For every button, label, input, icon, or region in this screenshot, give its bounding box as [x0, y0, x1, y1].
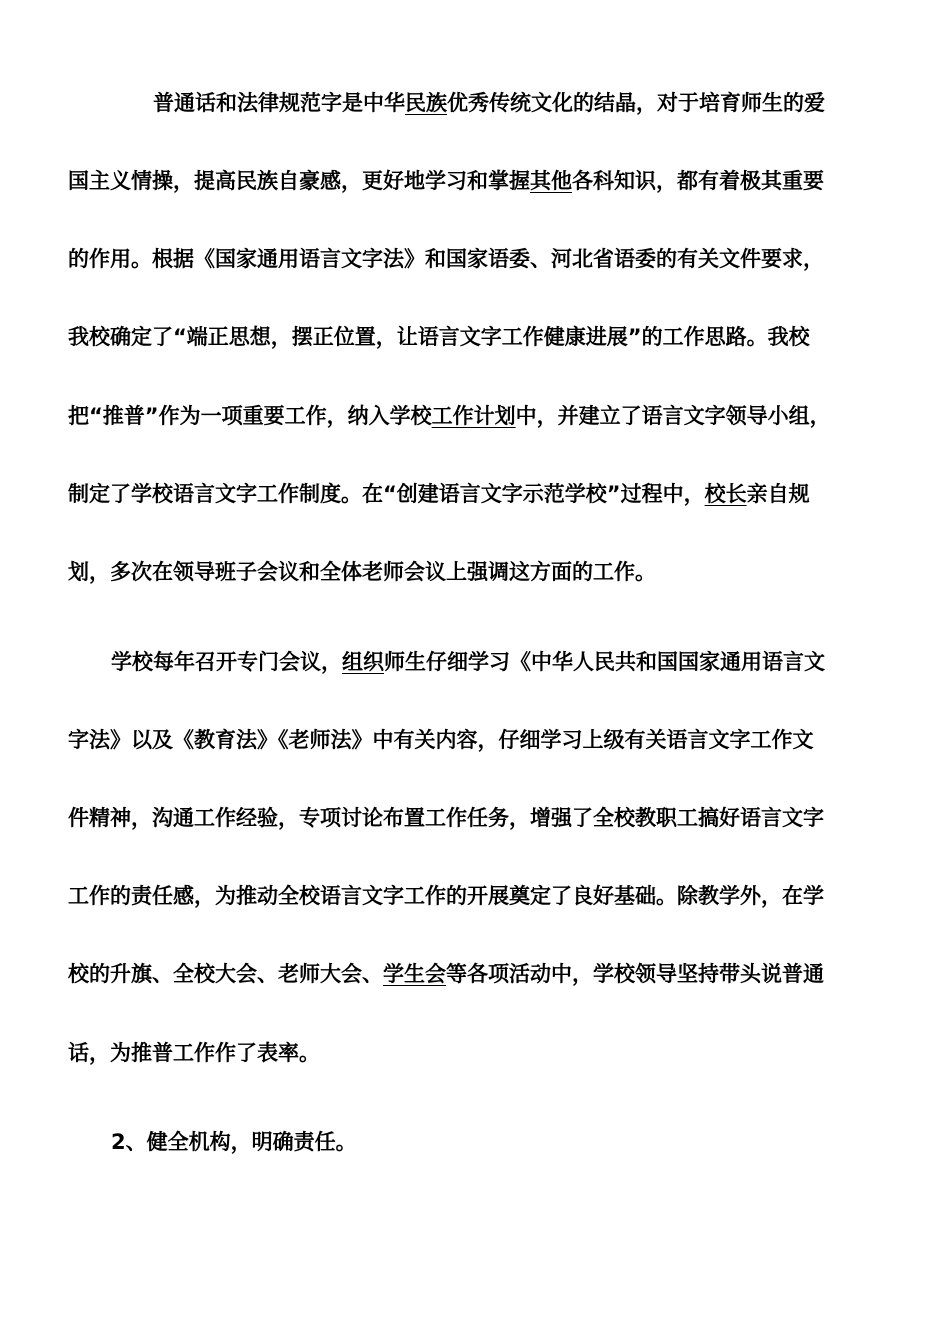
text: 制定了学校语言文字工作制度。在“创建语言文字示范学校”过程中， [68, 482, 705, 506]
paragraph2-line5 [68, 959, 824, 989]
underlined-term: 工作计划 [431, 404, 516, 428]
text: 亲自规 [746, 482, 810, 506]
text: 国主义情操，提高民族自豪感，更好地学习和掌握 [68, 169, 530, 193]
text: 优秀传统文化的结晶，对于培育师生的爱 [447, 91, 825, 115]
paragraph1-line7: 划，多次在领导班子会议和全体老师会议上强调这方面的工作。 [68, 560, 656, 584]
underlined-term: 组织 [342, 650, 384, 674]
text: 等各项活动中，学校领导坚持带头说普通 [446, 962, 824, 986]
paragraph1-line4: 我校确定了“端正思想，摆正位置，让语言文字工作健康进展”的工作思路。我校 [68, 325, 810, 349]
paragraph2-line4: 工作的责任感，为推动全校语言文字工作的开展奠定了良好基础。除教学外，在学 [68, 884, 824, 908]
section-heading: 2、健全机构，明确责任。 [111, 1130, 357, 1154]
paragraph2-line2: 字法》以及《教育法》《老师法》中有关内容，仔细学习上级有关语言文字工作文 [68, 728, 814, 752]
paragraph1-line1 [153, 88, 825, 118]
underlined-term: 学生会 [383, 962, 446, 986]
underlined-term: 其他 [530, 169, 572, 193]
text: 师生仔细学习《中华人民共和国国家通用语言文 [384, 650, 825, 674]
text: 把“推普”作为一项重要工作，纳入学校 [68, 404, 432, 428]
underlined-term: 民族 [405, 91, 447, 115]
text: 普通话和法律规范字是中华 [153, 91, 405, 115]
text: 中，并建立了语言文字领导小组， [515, 404, 831, 428]
paragraph1-line5 [68, 401, 831, 431]
underlined-term: 校长 [704, 482, 747, 506]
text: 校的升旗、全校大会、老师大会、 [68, 962, 383, 986]
paragraph2-line3: 件精神，沟通工作经验，专项讨论布置工作任务，增强了全校教职工搞好语言文字 [68, 806, 824, 830]
paragraph1-line3: 的作用。根据《国家通用语言文字法》和国家语委、河北省语委的有关文件要求， [68, 247, 824, 271]
paragraph1-line2 [68, 166, 824, 196]
text: 学校每年召开专门会议， [111, 650, 342, 674]
paragraph2-line6: 话，为推普工作作了表率。 [68, 1041, 320, 1065]
text: 各科知识，都有着极其重要 [572, 169, 824, 193]
paragraph1-line6 [68, 479, 810, 509]
paragraph2-line1 [111, 647, 825, 677]
